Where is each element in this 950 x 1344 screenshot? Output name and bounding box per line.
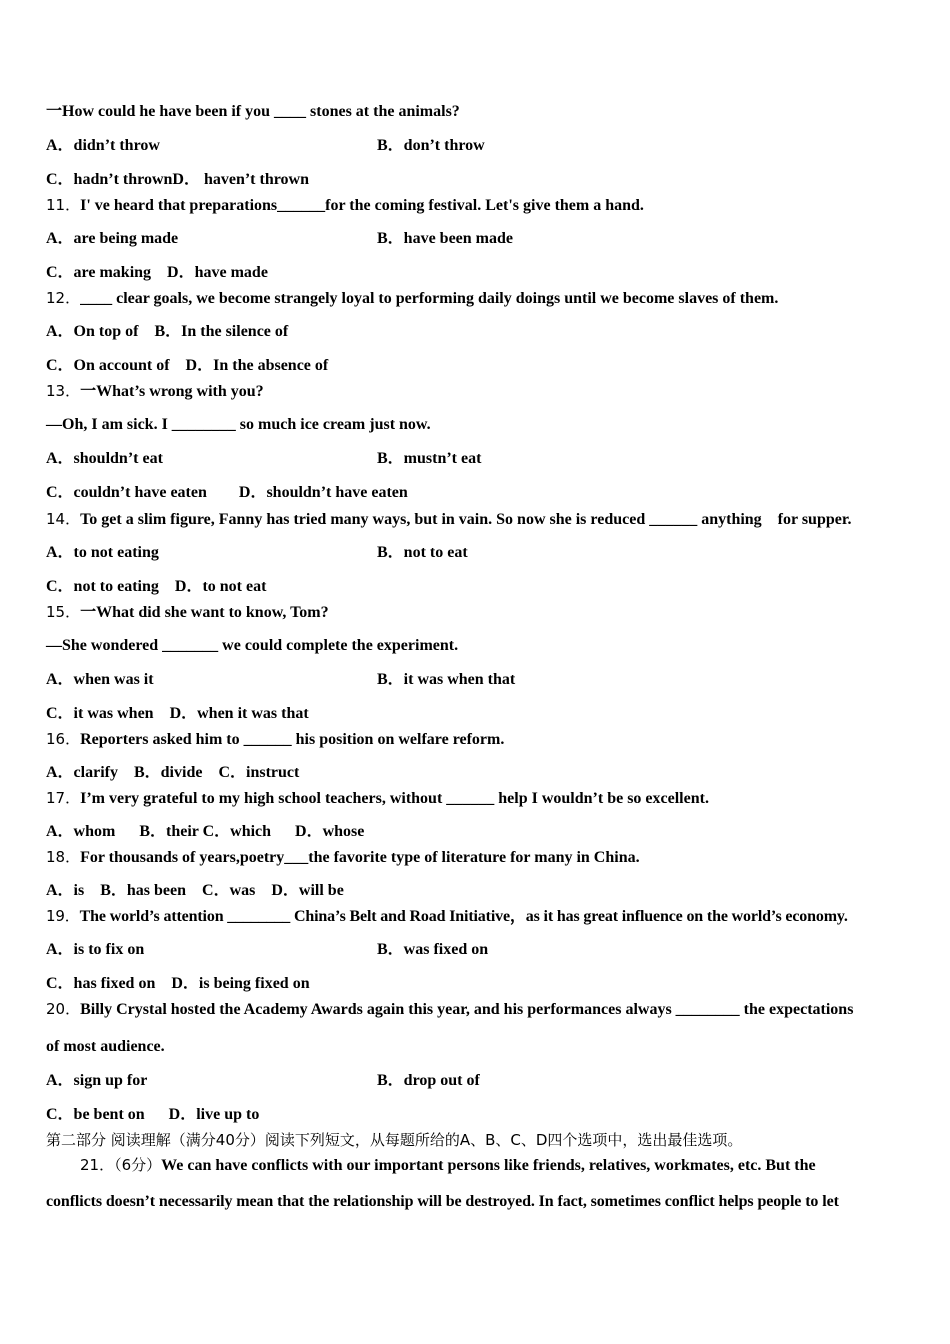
- q17-options: A．whom B．their C．which D．whose: [46, 823, 365, 840]
- q13-text: 一What’s wrong with you?: [80, 383, 264, 400]
- q12-number: 12．: [46, 289, 81, 307]
- q19-options-ab: [46, 940, 906, 960]
- q10-option-b: B．don’t throw: [377, 137, 485, 154]
- q14-stem: [46, 509, 851, 530]
- q13-option-b: B．mustn’t eat: [377, 450, 482, 467]
- q15-options-cd: C．it was when D．when it was that: [46, 705, 309, 722]
- q21-line2: conflicts doesn’t necessarily mean that the relationship will be destroyed. In fact, sometimes conflict helps people to let: [46, 1193, 839, 1210]
- q10-options-ab: [46, 136, 906, 156]
- q13-options-ab: [46, 449, 906, 469]
- q13-option-a: A．shouldn’t eat: [46, 450, 163, 467]
- q12-text: ____ clear goals, we become strangely loyal to performing daily doings until we become slaves of them.: [80, 290, 779, 307]
- q15-options-ab: [46, 670, 906, 690]
- q12-options-ab: A．On top of B．In the silence of: [46, 323, 289, 340]
- q11-options-cd: C．are making D．have made: [46, 264, 268, 281]
- q19-number: 19．: [46, 907, 80, 925]
- q17-number: 17．: [46, 789, 81, 807]
- q12-options-cd: C．On account of D．In the absence of: [46, 357, 329, 374]
- q11-text: I' ve heard that preparations______for the coming festival. Let's give them a hand.: [80, 197, 644, 214]
- q18-number: 18．: [46, 848, 81, 866]
- q13-stem: [46, 381, 264, 402]
- q19-stem: [46, 906, 848, 927]
- q19-option-a: A．is to fix on: [46, 941, 145, 958]
- q20-number: 20．: [46, 1000, 81, 1018]
- q11-number: 11．: [46, 196, 81, 214]
- q20-option-b: B．drop out of: [377, 1072, 480, 1089]
- q12-stem: [46, 288, 778, 309]
- q11-options-ab: [46, 229, 906, 249]
- q11-option-b: B．have been made: [377, 230, 514, 247]
- q18-text: For thousands of years,poetry___the favorite type of literature for many in China.: [80, 849, 640, 866]
- q13-options-cd: C．couldn’t have eaten D．shouldn’t have eaten: [46, 484, 408, 501]
- q21-prefix: 21．（6分）: [80, 1156, 162, 1174]
- q19-options-cd: C．has fixed on D．is being fixed on: [46, 975, 310, 992]
- q17-stem: [46, 788, 709, 809]
- q19-option-b: B．was fixed on: [377, 941, 489, 958]
- q15-option-a: A．when was it: [46, 671, 154, 688]
- q14-options-cd: C．not to eating D．to not eat: [46, 578, 267, 595]
- q19-text: The world’s attention ________ China’s Belt and Road Initiative，as it has great influence on the world’s economy.: [79, 908, 848, 925]
- part2-header: 第二部分 阅读理解（满分40分）阅读下列短文，从每题所给的A、B、C、D四个选项中，选出最佳选项。: [46, 1131, 743, 1149]
- q16-text: Reporters asked him to ______ his position on welfare reform.: [80, 731, 505, 748]
- q10-options-cd: C．hadn’t thrownD． haven’t thrown: [46, 171, 310, 188]
- q15-stem: [46, 602, 329, 623]
- q16-number: 16．: [46, 730, 81, 748]
- q20-options-ab: [46, 1071, 906, 1091]
- q15-text: 一What did she want to know, Tom?: [80, 604, 329, 621]
- q20-option-a: A．sign up for: [46, 1072, 148, 1089]
- q15-number: 15．: [46, 603, 81, 621]
- q13-line2: —Oh, I am sick. I ________ so much ice cream just now.: [46, 416, 431, 433]
- q11-option-a: A．are being made: [46, 230, 179, 247]
- q10-option-a: A．didn’t throw: [46, 137, 160, 154]
- q18-stem: [46, 847, 640, 868]
- q11-stem: [46, 195, 644, 216]
- q16-options: A．clarify B．divide C．instruct: [46, 764, 300, 781]
- q21-line1: [80, 1155, 816, 1176]
- q18-options: A．is B．has been C．was D．will be: [46, 882, 344, 899]
- q17-text: I’m very grateful to my high school teachers, without ______ help I wouldn’t be so excellent.: [80, 790, 709, 807]
- q14-option-b: B．not to eat: [377, 544, 468, 561]
- q15-line2: —She wondered _______ we could complete the experiment.: [46, 637, 459, 654]
- q20-text: Billy Crystal hosted the Academy Awards again this year, and his performances always ________ the expectations: [80, 1001, 854, 1018]
- q21-text-line1: We can have conflicts with our important persons like friends, relatives, workmates, etc. But the: [161, 1157, 816, 1174]
- q20-line2: of most audience.: [46, 1038, 165, 1055]
- q10-stem: 一How could he have been if you ____ stones at the animals?: [46, 103, 460, 120]
- q14-option-a: A．to not eating: [46, 544, 159, 561]
- q13-number: 13．: [46, 382, 81, 400]
- q14-options-ab: [46, 543, 906, 563]
- q14-number: 14．: [46, 510, 81, 528]
- q20-stem: [46, 999, 853, 1020]
- q20-options-cd: C．be bent on D．live up to: [46, 1106, 260, 1123]
- q16-stem: [46, 729, 504, 750]
- q15-option-b: B．it was when that: [377, 671, 516, 688]
- q14-text: To get a slim figure, Fanny has tried many ways, but in vain. So now she is reduced ______ anything for supper.: [80, 511, 852, 528]
